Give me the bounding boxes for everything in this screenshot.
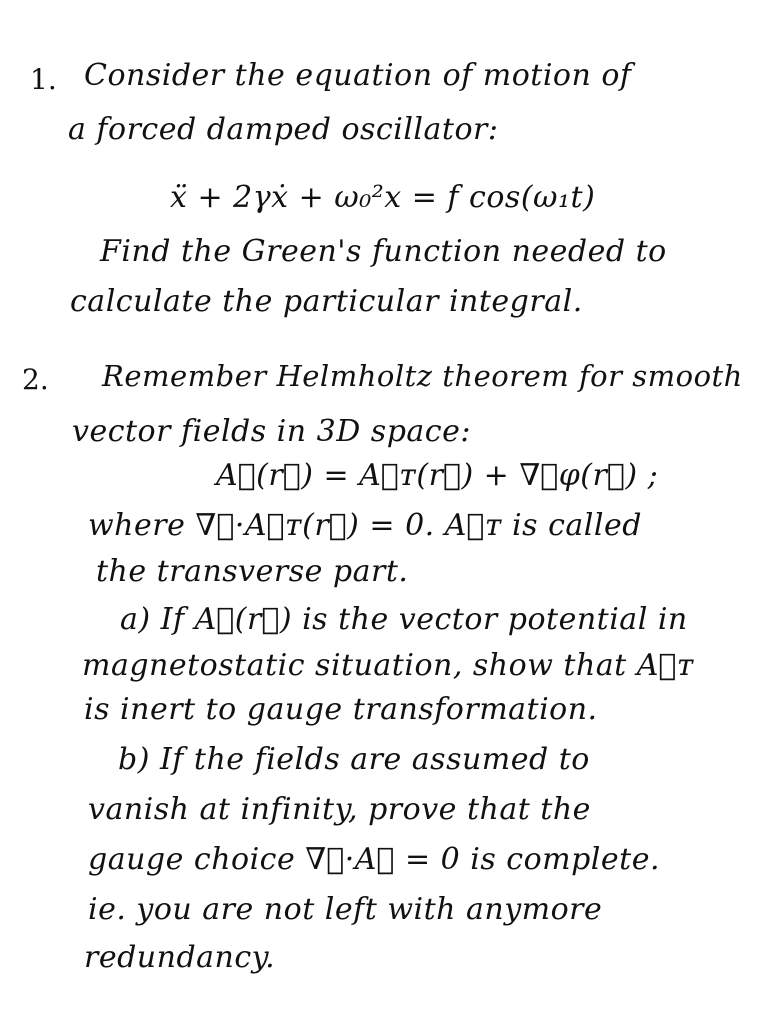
problem-2-line-3: where ∇⃗·A⃗ᴛ(r⃗) = 0. A⃗ᴛ is called xyxy=(88,508,642,543)
part-b-line-2: vanish at infinity, prove that the xyxy=(88,792,591,827)
part-a-line-2: magnetostatic situation, show that A⃗ᴛ xyxy=(82,648,695,683)
problem-2-line-1: Remember Helmholtz theorem for smooth xyxy=(102,359,743,393)
part-b-line-1: b) If the fields are assumed to xyxy=(118,742,590,777)
part-b-line-4: ie. you are not left with anymore xyxy=(88,892,603,927)
part-a-line-1: a) If A⃗(r⃗) is the vector potential in xyxy=(120,602,688,637)
part-b-line-3: gauge choice ∇⃗·A⃗ = 0 is complete. xyxy=(88,842,660,877)
problem-2-line-2: vector fields in 3D space: xyxy=(72,414,471,449)
problem-1-line-4: calculate the particular integral. xyxy=(70,284,583,319)
problem-1-line-2: a forced damped oscillator: xyxy=(68,112,499,147)
problem-1-equation: ẍ + 2γẋ + ω₀²x = f cos(ω₁t) xyxy=(170,180,596,215)
problem-1-number: 1. xyxy=(30,63,57,96)
problem-2-line-4: the transverse part. xyxy=(96,554,409,589)
part-b-line-5: redundancy. xyxy=(84,940,276,975)
problem-2-number: 2. xyxy=(22,363,49,396)
problem-2-equation: A⃗(r⃗) = A⃗ᴛ(r⃗) + ∇⃗φ(r⃗) ; xyxy=(216,458,659,493)
part-a-line-3: is inert to gauge transformation. xyxy=(84,692,598,727)
problem-1-line-3: Find the Green's function needed to xyxy=(100,234,667,269)
problem-1-line-1: Consider the equation of motion of xyxy=(84,58,632,93)
